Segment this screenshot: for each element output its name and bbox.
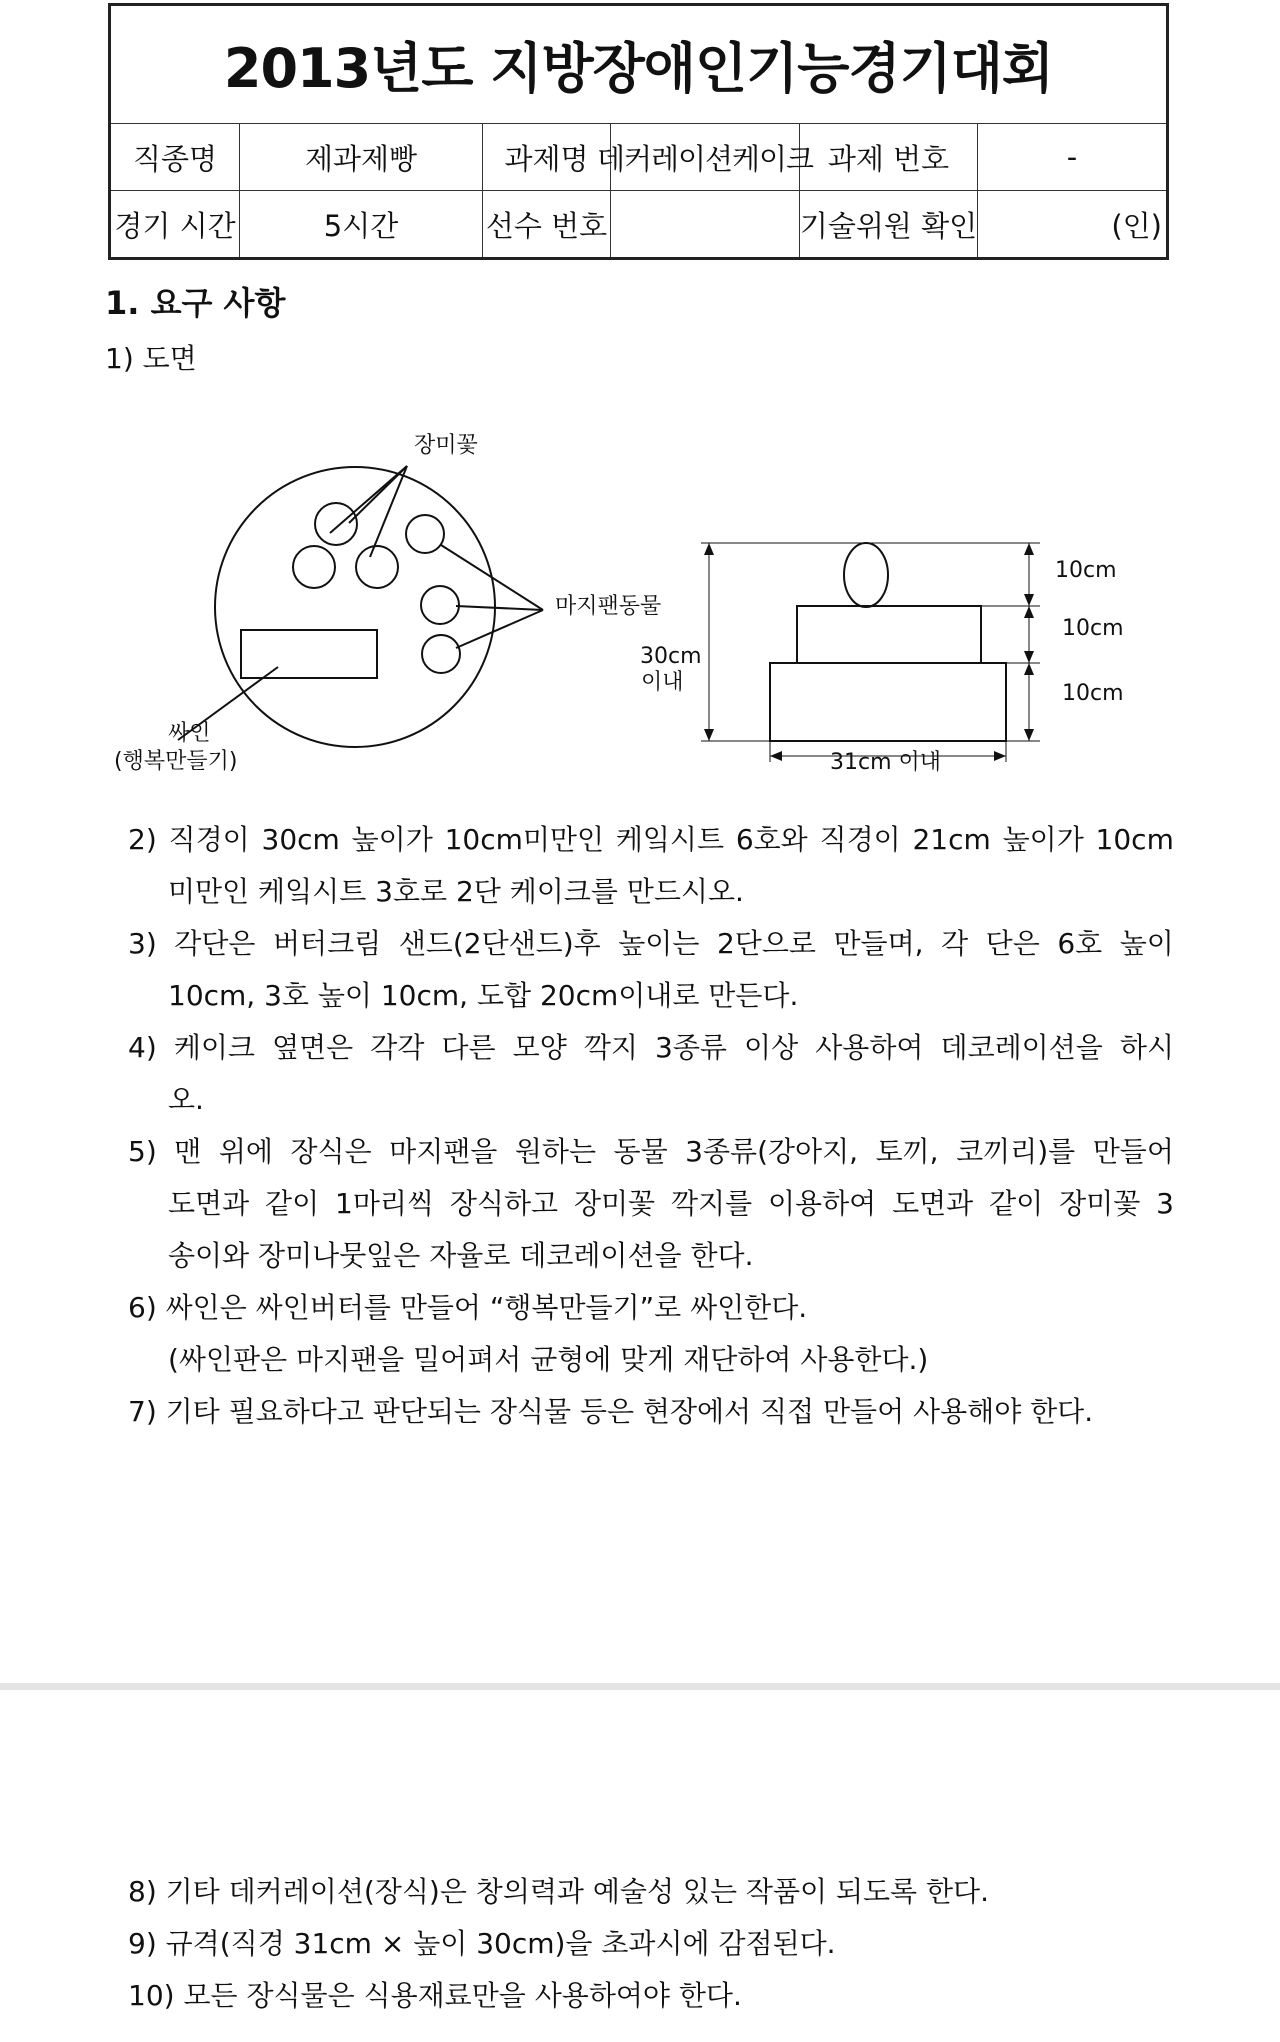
- word: 맨: [174, 1135, 202, 1168]
- word: 30cm: [261, 823, 340, 856]
- dimension-arrows: [704, 543, 1034, 761]
- word: 10cm미만인: [444, 823, 605, 856]
- drawing-subtitle: 1) 도면: [105, 342, 197, 375]
- height-limit-value: 30cm: [640, 644, 702, 669]
- requirement-6-line-2: (싸인판은 마지팬을 밀어펴서 균형에 맞게 재단하여 사용한다.): [168, 1343, 929, 1376]
- word: 6호와: [735, 823, 808, 856]
- word: 위에: [218, 1135, 273, 1168]
- marzipan-animal-2: [421, 586, 459, 624]
- word: 높이가: [1002, 823, 1084, 856]
- requirements-list-continued: [128, 1866, 989, 2022]
- word: 버터크림: [273, 927, 382, 960]
- word: 샌드(2단샌드)후: [398, 927, 601, 960]
- header-table: [108, 3, 1169, 260]
- word: 같이: [989, 1187, 1044, 1220]
- word: 옆면은: [272, 1031, 354, 1064]
- marzipan-label: 마지팬동물: [555, 594, 662, 619]
- word: 원하는: [514, 1135, 597, 1168]
- word: 각단은: [174, 927, 256, 960]
- requirement-7-line-1: 7) 기타 필요하다고 판단되는 장식물 등은 현장에서 직접 만들어 사용해야 한다.: [128, 1395, 1094, 1428]
- sign-label-text: (행복만들기): [114, 749, 238, 774]
- tier-height-3: 10cm: [1062, 681, 1124, 706]
- requirement-4-line-2: 오.: [168, 1083, 204, 1116]
- player-number-value: [611, 191, 800, 257]
- requirement-5-line-1: [128, 1126, 1174, 1178]
- word: 깍지를: [670, 1187, 753, 1220]
- word: 만들며,: [833, 927, 924, 960]
- requirement-4-line-1: [128, 1022, 1174, 1074]
- side-view: [701, 543, 1040, 762]
- time-label: 경기 시간: [111, 191, 240, 257]
- topper-ellipse: [844, 543, 888, 607]
- word: 만들어: [1092, 1135, 1174, 1168]
- rose-label: 장미꽃: [414, 433, 478, 458]
- word: 깍지: [583, 1031, 638, 1064]
- sign-label: 싸인: [168, 721, 211, 746]
- rose-1: [293, 546, 335, 588]
- section-title: 1. 요구 사항: [105, 284, 286, 322]
- sign-board: [241, 630, 377, 678]
- word: 토끼,: [875, 1135, 939, 1168]
- document-title: 2013년도 지방장애인기능경기대회: [111, 6, 1166, 124]
- rose-leader-2: [349, 466, 407, 523]
- word: 높이가: [351, 823, 433, 856]
- word: 사용하여: [815, 1031, 924, 1064]
- requirement-2-line-2: 미만인 케잌시트 3호로 2단 케이크를 만드시오.: [168, 875, 744, 908]
- requirement-3-line-2: 10cm, 3호 높이 10cm, 도합 20cm이내로 만든다.: [168, 979, 799, 1012]
- word: 이용하여: [768, 1187, 877, 1220]
- task-number-value: -: [1066, 140, 1078, 174]
- word: 2): [128, 823, 157, 856]
- word: 10cm: [1095, 823, 1174, 856]
- word: 같이: [265, 1187, 320, 1220]
- word: 코끼리)를: [956, 1135, 1076, 1168]
- requirement-5-line-2: [128, 1178, 1174, 1230]
- word: 케이크: [173, 1031, 255, 1064]
- rose-3: [356, 546, 398, 588]
- word: 6호: [1057, 927, 1103, 960]
- inspector-stamp: (인): [1111, 208, 1162, 243]
- requirement-8: 8) 기타 데커레이션(장식)은 창의력과 예술성 있는 작품이 되도록 한다.: [128, 1875, 989, 1908]
- word: 3): [128, 927, 157, 960]
- rose-leader-3: [370, 466, 407, 557]
- tier-height-2: 10cm: [1062, 616, 1124, 641]
- task-number-label: 과제 번호: [800, 124, 978, 190]
- word: 장식은: [290, 1135, 372, 1168]
- header-row-1: [111, 124, 1166, 190]
- word: 단은: [985, 927, 1040, 960]
- word: 다른: [441, 1031, 496, 1064]
- word: 1마리씩: [335, 1187, 434, 1220]
- marzipan-animal-1: [406, 515, 444, 553]
- word: 직경이: [168, 823, 250, 856]
- width-limit: 31cm 이내: [830, 750, 942, 775]
- requirement-9: 9) 규격(직경 31cm × 높이 30cm)을 초과시에 감점된다.: [128, 1927, 836, 1960]
- word: 모양: [512, 1031, 567, 1064]
- word: 도면과: [168, 1187, 250, 1220]
- word: 이상: [744, 1031, 799, 1064]
- requirement-5-line-3: 송이와 장미나뭇잎은 자율로 데코레이션을 한다.: [168, 1239, 754, 1272]
- player-number-label: 선수 번호: [483, 191, 611, 257]
- tier-height-1: 10cm: [1055, 558, 1117, 583]
- word: 5): [128, 1135, 157, 1168]
- word: 4): [128, 1031, 157, 1064]
- word: 직경이: [819, 823, 901, 856]
- word: 높이는: [618, 927, 700, 960]
- requirements-list: [128, 814, 1174, 1438]
- page-divider: [0, 1683, 1280, 1690]
- requirement-2-line-1: [128, 814, 1174, 866]
- word: 장미꽃: [573, 1187, 656, 1220]
- top-view: [178, 466, 543, 747]
- job-value: 제과제빵: [240, 124, 483, 190]
- word: 21cm: [912, 823, 991, 856]
- word: 각: [941, 927, 969, 960]
- requirement-3-line-1: [128, 918, 1174, 970]
- marzipan-leader-1: [441, 545, 543, 610]
- inspector-label: 기술위원 확인: [800, 191, 978, 257]
- marzipan-leader-3: [456, 610, 543, 648]
- requirement-6-line-1: 6) 싸인은 싸인버터를 만들어 “행복만들기”로 싸인한다.: [128, 1291, 808, 1324]
- word: 하시: [1119, 1031, 1174, 1064]
- task-value: 데커레이션케이크: [611, 124, 800, 190]
- requirement-10: 10) 모든 장식물은 식용재료만을 사용하여야 한다.: [128, 1979, 742, 2012]
- header-row-2: [111, 190, 1166, 257]
- task-label: 과제명: [483, 124, 611, 190]
- word: 케잌시트: [615, 823, 725, 856]
- cake-top-circle: [215, 467, 495, 747]
- upper-tier: [797, 606, 981, 663]
- lower-tier: [770, 663, 1006, 741]
- height-limit-text: 이내: [641, 670, 684, 695]
- word: 장식하고: [449, 1187, 559, 1220]
- word: 3: [1156, 1187, 1174, 1220]
- word: 도면과: [892, 1187, 974, 1220]
- rose-2: [315, 503, 357, 545]
- cake-drawing: [100, 410, 1160, 790]
- word: 데코레이션을: [940, 1031, 1103, 1064]
- word: 높이: [1119, 927, 1174, 960]
- word: 동물: [613, 1135, 668, 1168]
- word: 2단으로: [716, 927, 816, 960]
- word: 각각: [370, 1031, 425, 1064]
- marzipan-leader-2: [456, 606, 543, 610]
- word: 3종류: [655, 1031, 727, 1064]
- word: 장미꽃: [1059, 1187, 1141, 1220]
- time-value: 5시간: [240, 191, 483, 257]
- job-label: 직종명: [111, 124, 240, 190]
- marzipan-animal-3: [422, 635, 460, 673]
- word: 마지팬을: [389, 1135, 498, 1168]
- word: 3종류(강아지,: [685, 1135, 859, 1168]
